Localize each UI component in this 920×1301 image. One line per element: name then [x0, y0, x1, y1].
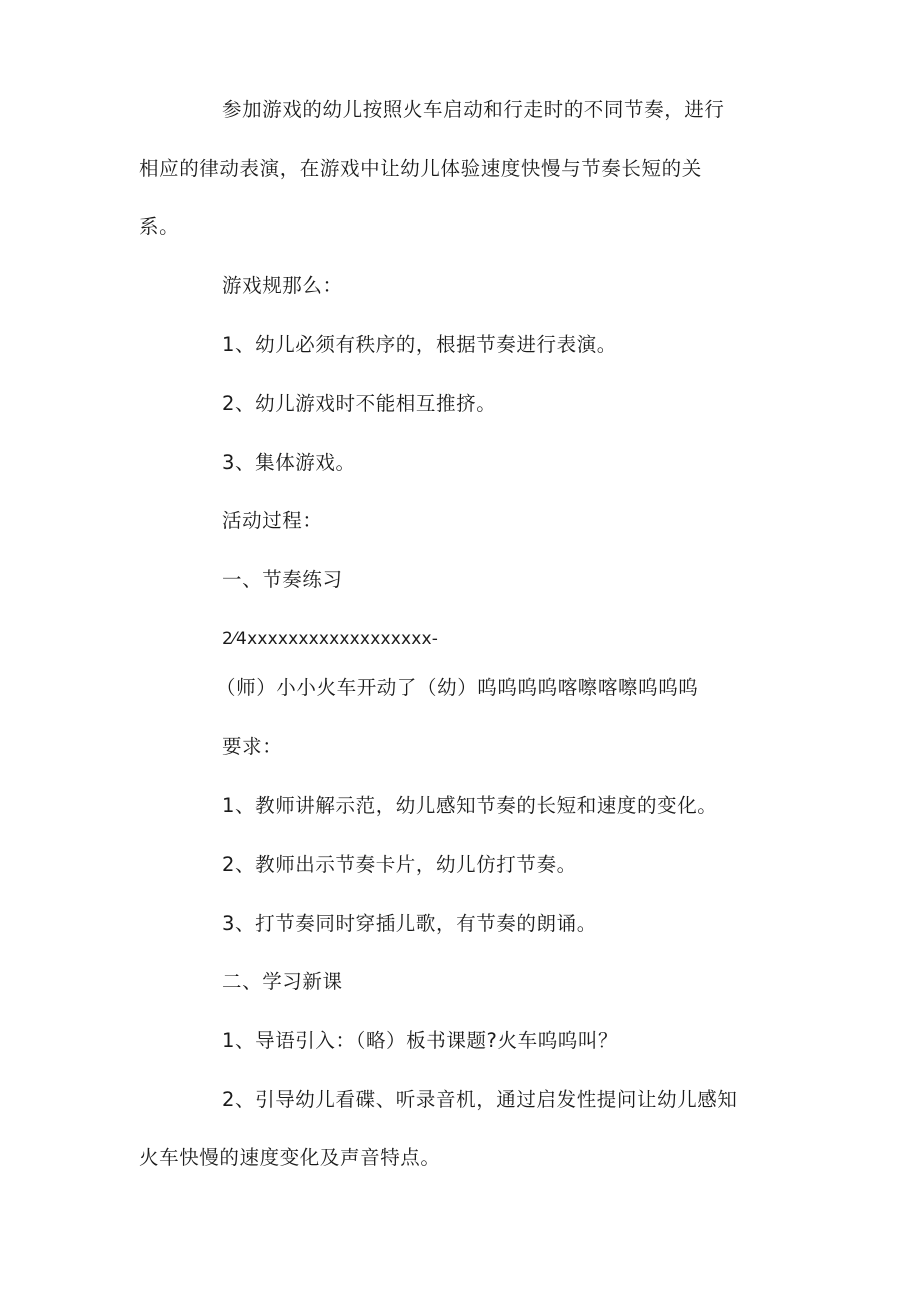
requirements-heading: 要求： — [222, 735, 283, 758]
rhythm-notation: 2⁄4xxxxxxxxxxxxxxxxxx- — [222, 629, 439, 649]
section-heading-rhythm-practice: 一、节奏练习 — [222, 568, 343, 591]
paragraph-intro-line-1: 参加游戏的幼儿按照火车启动和行走时的不同节奏，进行 — [222, 98, 725, 121]
paragraph-intro-line-2: 相应的律动表演，在游戏中让幼儿体验速度快慢与节奏长短的关 — [139, 157, 702, 180]
requirement-item-2: 2、教师出示节奏卡片，幼儿仿打节奏。 — [222, 853, 577, 876]
section-heading-new-lesson: 二、学习新课 — [222, 970, 343, 993]
chant-line: （师）小小火车开动了（幼）呜呜呜呜喀嚓喀嚓呜呜呜 — [216, 676, 699, 699]
requirement-item-1: 1、教师讲解示范，幼儿感知节奏的长短和速度的变化。 — [222, 794, 718, 817]
rule-item-2: 2、幼儿游戏时不能相互推挤。 — [222, 392, 497, 415]
rules-heading: 游戏规那么： — [222, 274, 343, 297]
lesson-step-2-line-1: 2、引导幼儿看碟、听录音机，通过启发性提问让幼儿感知 — [222, 1088, 738, 1111]
lesson-step-2-line-2: 火车快慢的速度变化及声音特点。 — [139, 1146, 441, 1169]
rule-item-1: 1、幼儿必须有秩序的，根据节奏进行表演。 — [222, 333, 617, 356]
requirement-item-3: 3、打节奏同时穿插儿歌，有节奏的朗诵。 — [222, 912, 597, 935]
rule-item-3: 3、集体游戏。 — [222, 451, 356, 474]
paragraph-intro-line-3: 系。 — [139, 215, 180, 238]
process-heading: 活动过程： — [222, 509, 323, 532]
lesson-step-1: 1、导语引入：（略）板书课题?火车呜呜叫？ — [222, 1029, 619, 1052]
